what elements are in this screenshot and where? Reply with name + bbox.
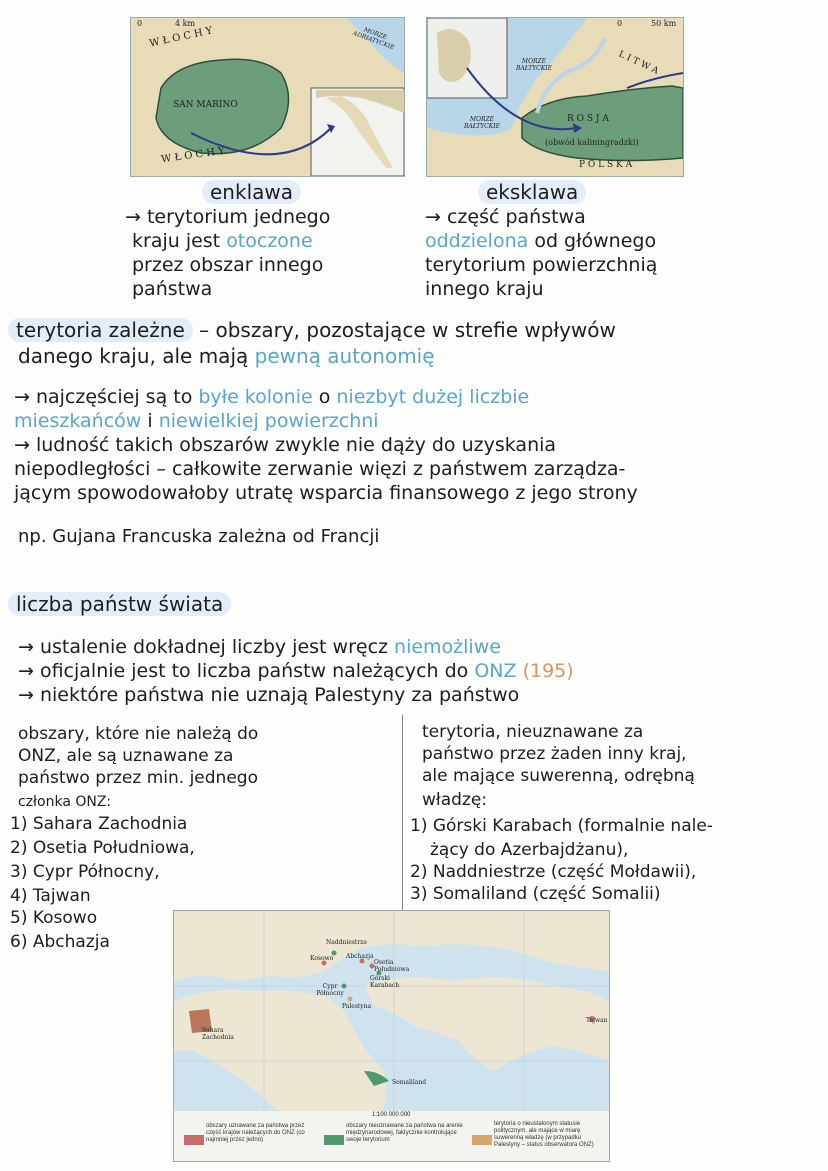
dependent-bullet-2-line-3: jącym spowodowałoby utratę wsparcia finansowego z jego strony <box>14 482 638 504</box>
map-label-karabach: Górski Karabach <box>370 975 400 989</box>
exclave-region: (obwód kaliningradzki) <box>545 138 639 147</box>
exclave-map-art <box>427 18 683 176</box>
world-map <box>173 910 610 1162</box>
right-item-3: 2) Naddniestrze (część Mołdawii), <box>410 862 697 882</box>
enclave-country-bottom: W Ł O C H Y <box>160 145 226 166</box>
enclave-highlight: otoczone <box>226 230 313 252</box>
map-label-kosowo: Kosowo <box>310 955 334 962</box>
left-item-5: 5) Kosowo <box>10 908 98 928</box>
world-map-art <box>174 911 609 1121</box>
exclave-line-1: → część państwa <box>425 206 586 228</box>
dependent-term: terytoria zależne <box>8 318 193 342</box>
enclave-heading: enklawa <box>202 180 301 204</box>
left-intro-3: państwo przez min. jednego <box>18 768 258 788</box>
left-item-1: 1) Sahara Zachodnia <box>10 814 188 834</box>
dependent-bullet-1-cont: mieszkańców i niewielkiej powierzchni <box>14 410 379 432</box>
left-intro-4: członka ONZ: <box>18 794 112 810</box>
states-heading: liczba państw świata <box>8 592 231 616</box>
dependent-bullet-2-line-1: → ludność takich obszarów zwykle nie dąży do uzyskania <box>14 434 557 456</box>
left-intro-2: ONZ, ale są uznawane za <box>18 746 234 766</box>
left-item-3: 3) Cypr Północny, <box>10 862 160 882</box>
legend-swatch-undetermined <box>472 1135 492 1145</box>
left-item-2: 2) Osetia Południowa, <box>10 838 195 858</box>
exclave-line-3: terytorium powierzchnią <box>425 254 658 276</box>
map-label-osetia: Osetia Południowa <box>374 959 410 973</box>
column-divider <box>402 715 403 910</box>
left-item-6: 6) Abchazja <box>10 932 110 952</box>
enclave-sea: MORZE ADRIATYCKIE <box>351 26 396 52</box>
dependent-example: np. Gujana Francuska zależna od Francji <box>18 526 380 547</box>
map-label-somaliland: Somaliland <box>392 1079 427 1086</box>
enclave-scale: 4 km <box>175 19 196 28</box>
right-intro-3: ale mające suwerenną, odrębną <box>422 766 695 786</box>
legend-text-unrecognized: obszary nieuznawane za państwa na arenie międzynarodowej, faktycznie kontrolujące swoje terytorium <box>346 1123 463 1143</box>
enclave-scale-zero: 0 <box>137 19 143 28</box>
states-bullet-2: → oficjalnie jest to liczba państw należących do ONZ (195) <box>18 660 574 682</box>
map-label-tajwan: Tajwan <box>586 1017 608 1024</box>
map-label-naddniestrze: Naddniestrze <box>326 939 367 946</box>
map-scale: 1:100 000 000 <box>372 1112 411 1118</box>
dependent-bullet-1: → najczęściej są to byłe kolonie o niezbyt dużej liczbie <box>14 386 530 408</box>
right-intro-4: władzę: <box>422 790 488 810</box>
exclave-highlight: oddzielona <box>425 230 529 252</box>
exclave-line-2: oddzielona od głównego <box>425 230 657 252</box>
dependent-line-1: terytoria zależne – obszary, pozostające w strefie wpływów <box>8 318 616 342</box>
right-item-2: żący do Azerbajdżanu), <box>430 840 629 860</box>
right-item-4: 3) Somaliland (część Somalii) <box>410 884 661 904</box>
states-bullet-1: → ustalenie dokładnej liczby jest wręcz niemożliwe <box>18 636 501 658</box>
enclave-line-1: → terytorium jednego <box>125 206 331 228</box>
enclave-line-3: przez obszar innego <box>132 254 324 276</box>
enclave-state: SAN MARINO <box>173 100 238 110</box>
exclave-heading: eksklawa <box>478 180 586 204</box>
legend-swatch-recognized <box>184 1135 204 1145</box>
right-intro-2: państwo przez żaden inny kraj, <box>422 744 687 764</box>
map-label-cypr: Cypr Północny <box>316 983 344 997</box>
exclave-scale-zero: 0 <box>617 19 623 28</box>
legend-swatch-unrecognized <box>324 1135 344 1145</box>
enclave-line-4: państwa <box>132 278 213 300</box>
map-label-abchazja: Abchazja <box>346 953 374 960</box>
left-item-4: 4) Tajwan <box>10 886 91 906</box>
states-heading-wrap <box>8 592 231 616</box>
exclave-country-right: L I T W A <box>616 49 660 77</box>
enclave-map <box>130 17 405 177</box>
exclave-sea-top: MORZE BAŁTYCKIE <box>516 58 552 72</box>
exclave-map <box>426 17 684 177</box>
dependent-bullet-2-line-2: niepodległości – całkowite zerwanie więzi z państwem zarządza- <box>14 458 626 480</box>
legend-text-recognized: obszary uznawane za państwa przez część krajów należących do ONZ (co najmniej przez jedno) <box>206 1123 305 1143</box>
dependent-line-2: danego kraju, ale mają pewną autonomię <box>18 344 435 368</box>
map-legend <box>174 1111 609 1161</box>
enclave-line-2: kraju jest otoczone <box>132 230 313 252</box>
exclave-scale: 50 km <box>651 19 677 28</box>
states-bullet-3: → niektóre państwa nie uznają Palestyny za państwo <box>18 684 520 706</box>
map-label-palestyna: Palestyna <box>342 1003 372 1010</box>
enclave-country-top: W Ł O C H Y <box>148 25 214 50</box>
exclave-state: R O S J A <box>567 114 609 124</box>
legend-text-undetermined: terytoria o nieustalonym statusie politycznym, ale mające w miarę suwerenną władzę (w przypadku Palestyny – status obserwatora ONZ) <box>494 1121 594 1148</box>
exclave-country-bottom: P O L S K A <box>579 160 633 170</box>
exclave-sea-left: MORZE BAŁTYCKIE <box>464 116 500 130</box>
right-intro-1: terytoria, nieuznawane za <box>422 722 644 742</box>
right-item-1: 1) Górski Karabach (formalnie nale- <box>410 816 713 836</box>
exclave-line-4: innego kraju <box>425 278 544 300</box>
left-intro-1: obszary, które nie należą do <box>18 724 259 744</box>
map-label-sahara: Sahara Zachodnia <box>202 1027 234 1041</box>
